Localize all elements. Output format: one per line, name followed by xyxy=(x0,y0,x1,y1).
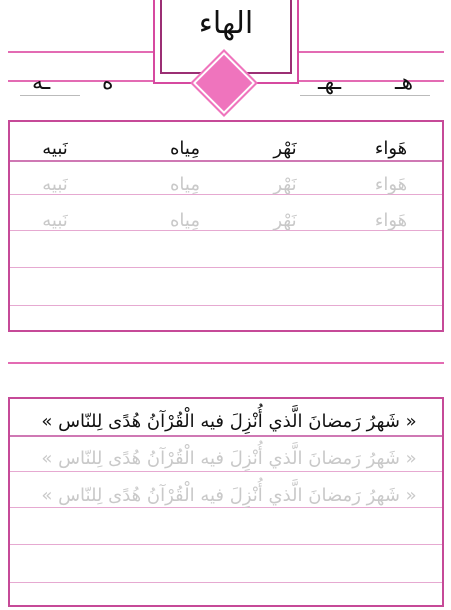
letter-form-initial: هـ xyxy=(395,70,414,95)
trace-verse-line: « شَهرُ رَمضانَ الَّذي أُنْزِلَ فيه الْقُرْآنُ هُدًى لِلنّاس » xyxy=(41,485,417,506)
trace-verse-line: « شَهرُ رَمضانَ الَّذي أُنْزِلَ فيه الْقُرْآنُ هُدًى لِلنّاس » xyxy=(41,448,417,469)
word-nabih: نَبيه xyxy=(42,138,68,159)
letter-guide-line-left xyxy=(20,95,80,96)
row-line xyxy=(10,305,442,306)
row-line xyxy=(10,471,442,472)
word-miyah: مِياه xyxy=(170,138,200,159)
trace-word-miyah: مِياه xyxy=(170,174,200,195)
verse-practice-box xyxy=(8,397,444,607)
letter-guide-line-right xyxy=(300,95,430,96)
trace-word-hawaa: هَواء xyxy=(374,174,408,195)
verse-line: « شَهرُ رَمضانَ الَّذي أُنْزِلَ فيه الْقُرْآنُ هُدًى لِلنّاس » xyxy=(41,411,417,432)
page-title: الهاء xyxy=(198,5,254,41)
trace-word-nabih: نَبيه xyxy=(42,174,68,195)
word-nahr: نَهْر xyxy=(273,138,297,159)
trace-word-nabih: نَبيه xyxy=(42,210,68,231)
letter-form-isolated: ه xyxy=(102,70,114,95)
row-line xyxy=(10,435,442,437)
trace-word-nahr: نَهْر xyxy=(273,174,297,195)
row-line xyxy=(10,582,442,583)
trace-word-nahr: نَهْر xyxy=(273,210,297,231)
row-line xyxy=(10,544,442,545)
letter-form-medial: ـهـ xyxy=(318,70,342,95)
row-line xyxy=(10,267,442,268)
word-hawaa: هَواء xyxy=(374,138,408,159)
letter-form-final: ـه xyxy=(32,70,51,95)
section-divider xyxy=(8,362,444,364)
row-line xyxy=(10,160,442,162)
trace-word-hawaa: هَواء xyxy=(374,210,408,231)
trace-word-miyah: مِياه xyxy=(170,210,200,231)
row-line xyxy=(10,507,442,508)
word-practice-box xyxy=(8,120,444,332)
